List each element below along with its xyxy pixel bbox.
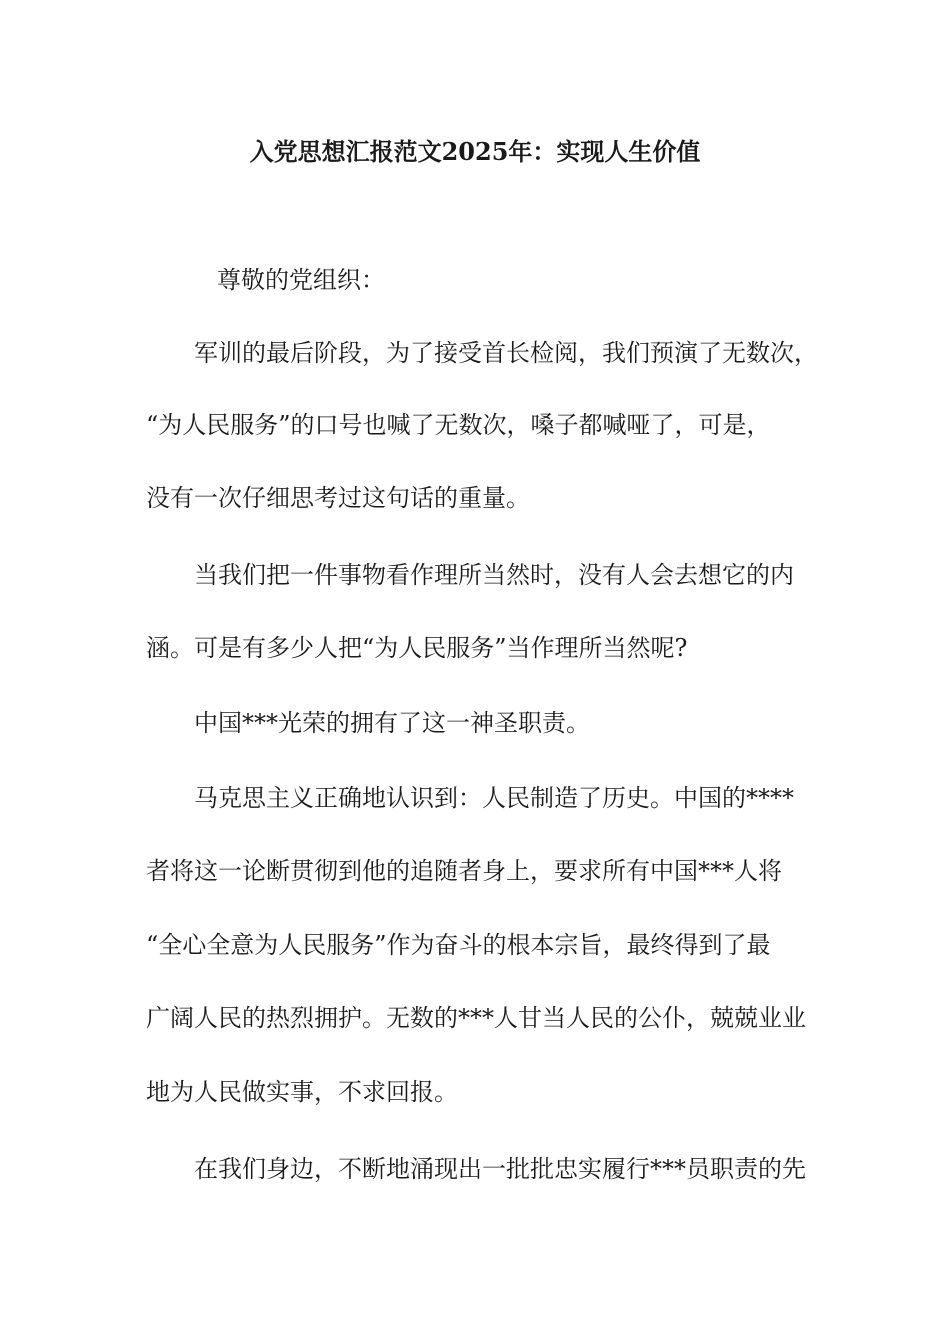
paragraph-line: 军训的最后阶段，为了接受首长检阅，我们预演了无数次， <box>194 339 818 367</box>
paragraph-line: “为人民服务”的口号也喊了无数次，嗓子都喊哑了，可是， <box>146 411 771 439</box>
paragraph-line: “全心全意为人民服务”作为奋斗的根本宗旨，最终得到了最 <box>146 931 771 959</box>
salutation: 尊敬的党组织： <box>217 266 385 294</box>
paragraph-line: 马克思主义正确地认识到：人民制造了历史。中国的**** <box>194 784 794 812</box>
paragraph-line: 当我们把一件事物看作理所当然时，没有人会去想它的内 <box>194 561 794 589</box>
paragraph-line: 广阔人民的热烈拥护。无数的***人甘当人民的公仆，兢兢业业 <box>146 1004 806 1032</box>
paragraph-line: 没有一次仔细思考过这句话的重量。 <box>146 484 530 512</box>
paragraph-line: 中国***光荣的拥有了这一神圣职责。 <box>194 709 590 737</box>
paragraph-line: 在我们身边，不断地涌现出一批批忠实履行***员职责的先 <box>194 1155 806 1183</box>
paragraph-line: 涵。可是有多少人把“为人民服务”当作理所当然呢? <box>146 634 688 662</box>
paragraph-line: 者将这一论断贯彻到他的追随者身上，要求所有中国***人将 <box>146 857 782 885</box>
paragraph-line: 地为人民做实事，不求回报。 <box>146 1078 458 1106</box>
document-title: 入党思想汇报范文2025年：实现人生价值 <box>249 137 701 166</box>
